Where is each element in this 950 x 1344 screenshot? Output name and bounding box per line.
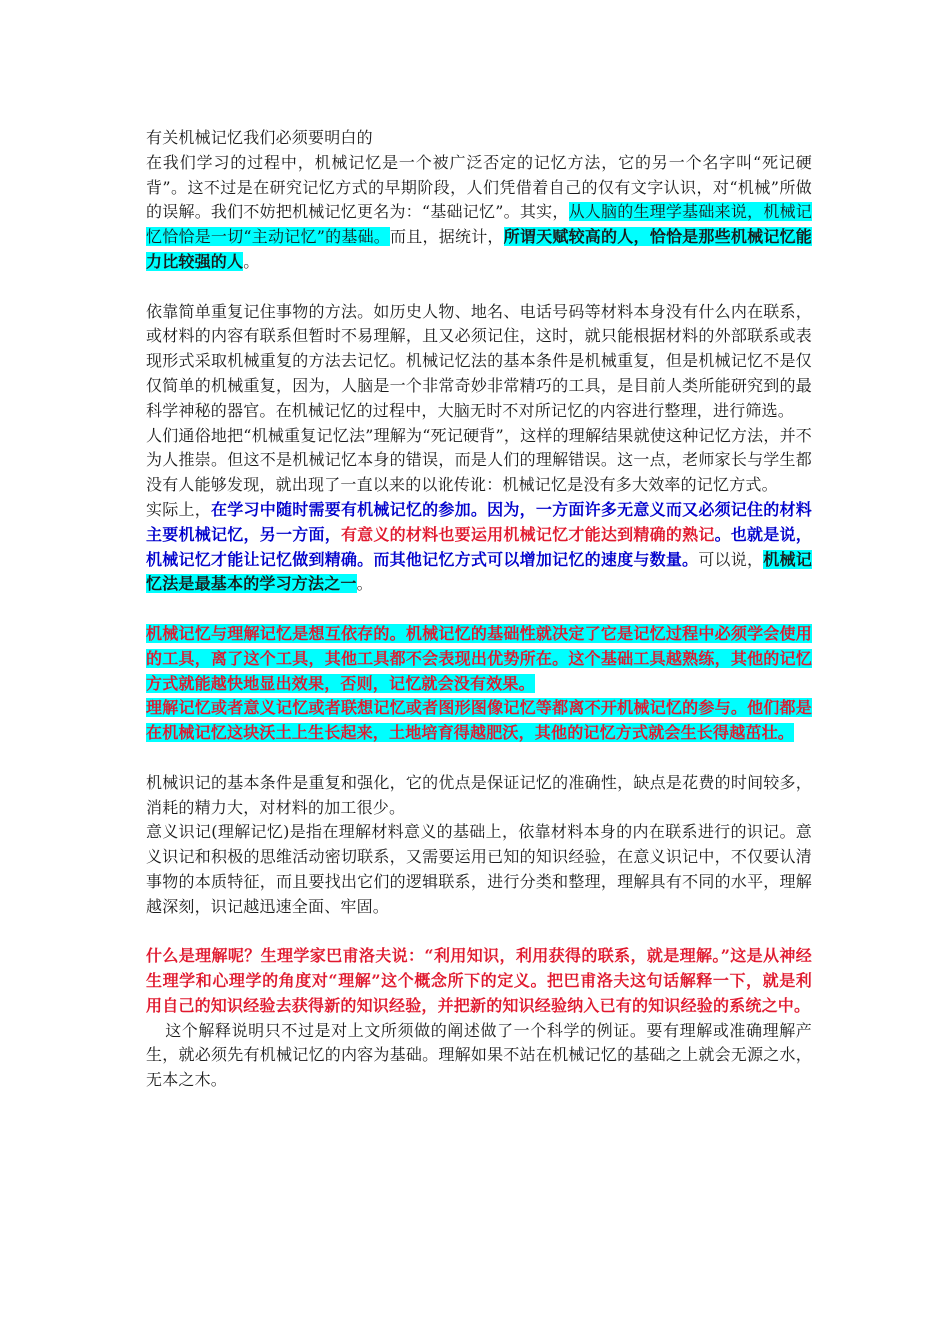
blank-line xyxy=(146,597,812,622)
p1-highlight-b: 从人脑的生理学基础来说，机械记忆恰恰是一切“主动记忆”的基础。 xyxy=(146,202,812,247)
paragraph-6 xyxy=(146,696,812,746)
paragraph-8: 意义识记(理解记忆)是指在理解材料意义的基础上，依靠材料本身的内在联系进行的识记。意义识记和积极的思维活动密切联系，又需要运用已知的知识经验，在意义识记中，不仅要认清事物的本质特征，而且要找出它们的逻辑联系，进行分类和整理，理解具有不同的水平，理解越深刻，识记越迅速全面、牢固。 xyxy=(146,822,812,916)
p4-red-c: 有意义的材料也要运用机械记忆才能达到精确的熟记 xyxy=(340,524,715,544)
paragraph-10: 这个解释说明只不过是对上文所须做的阐述做了一个科学的例证。要有理解或准确理解产生，就必须先有机械记忆的内容为基础。理解如果不站在机械记忆的基础之上就会无源之水，无本之木。 xyxy=(146,1020,812,1090)
p1-text-e: 。 xyxy=(243,251,260,271)
document-body xyxy=(146,126,812,1093)
p4-blue-b: 在学习中随时需要有机械记忆的参加。因为，一方面许多无意义而又必须记住的材料主要机械记忆，另一方面， xyxy=(146,499,812,544)
blank-line xyxy=(146,746,812,771)
p1-text-a: 在我们学习的过程中，机械记忆是一个被广泛否定的记忆方法，它的另一个名字叫“死记硬背”。这不过是在研究记忆方式的早期阶段，人们凭借着自己的仅有文字认识，对“机械”所做的误解。我们不妨把机械记忆更名为：“基础记忆”。其实， xyxy=(146,152,812,222)
paragraph-2: 依靠简单重复记住事物的方法。如历史人物、地名、电话号码等材料本身没有什么内在联系，或材料的内容有联系但暂时不易理解，且又必须记住，这时，就只能根据材料的外部联系或表现形式采取机械重复的方法去记忆。机械记忆法的基本条件是机械重复，但是机械记忆不是仅仅简单的机械重复，因为，人脑是一个非常奇妙非常精巧的工具，是目前人类所能研究到的最科学神秘的器官。在机械记忆的过程中，大脑无时不对所记忆的内容进行整理，进行筛选。 xyxy=(146,301,812,420)
paragraph-7: 机械识记的基本条件是重复和强化，它的优点是保证记忆的准确性，缺点是花费的时间较多，消耗的精力大，对材料的加工很少。 xyxy=(146,772,812,817)
blank-line xyxy=(146,920,812,945)
p4-blue-d: 。也就是说，机械记忆才能让记忆做到精确。而其他记忆方式可以增加记忆的速度与数量。 xyxy=(146,524,812,569)
blank-line xyxy=(146,275,812,300)
p5-highlight: 机械记忆与理解记忆是想互依存的。机械记忆的基础性就决定了它是记忆过程中必须学会使用的工具，离了这个工具，其他工具都不会表现出优势所在。这个基础工具越熟练，其他的记忆方式就能越快地显出效果，否则，记忆就会没有效果。 xyxy=(146,623,812,693)
p1-text-c: 而且，据统计， xyxy=(390,227,504,247)
p1-highlight-d: 所谓天赋较高的人，恰恰是那些机械记忆能力比较强的人 xyxy=(146,227,812,271)
paragraph-4 xyxy=(146,498,812,597)
paragraph-1 xyxy=(146,151,812,275)
paragraph-9: 什么是理解呢？生理学家巴甫洛夫说：“利用知识，利用获得的联系，就是理解。”这是从神经生理学和心理学的角度对“理解”这个概念所下的定义。把巴甫洛夫这句话解释一下，就是利用自己的知识经验去获得新的知识经验，并把新的知识经验纳入已有的知识经验的系统之中。 xyxy=(146,946,812,1015)
p4-text-a: 实际上， xyxy=(146,499,211,519)
p4-highlight-f: 机械记忆法是最基本的学习方法之一 xyxy=(146,549,812,594)
p4-text-g: 。 xyxy=(356,574,373,594)
paragraph-5 xyxy=(146,622,812,696)
p6-highlight: 理解记忆或者意义记忆或者联想记忆或者图形图像记忆等都离不开机械记忆的参与。他们都是在机械记忆这块沃土上生长起来，土地培育得越肥沃，其他的记忆方式就会生长得越茁壮。 xyxy=(146,698,812,743)
paragraph-3: 人们通俗地把“机械重复记忆法”理解为“死记硬背”，这样的理解结果就使这种记忆方法，并不为人推崇。但这不是机械记忆本身的错误，而是人们的理解错误。这一点，老师家长与学生都没有人能够发现，就出现了一直以来的以讹传讹：机械记忆是没有多大效率的记忆方式。 xyxy=(146,425,812,495)
p4-text-e: 可以说， xyxy=(698,549,764,569)
document-title: 有关机械记忆我们必须要明白的 xyxy=(146,128,373,147)
